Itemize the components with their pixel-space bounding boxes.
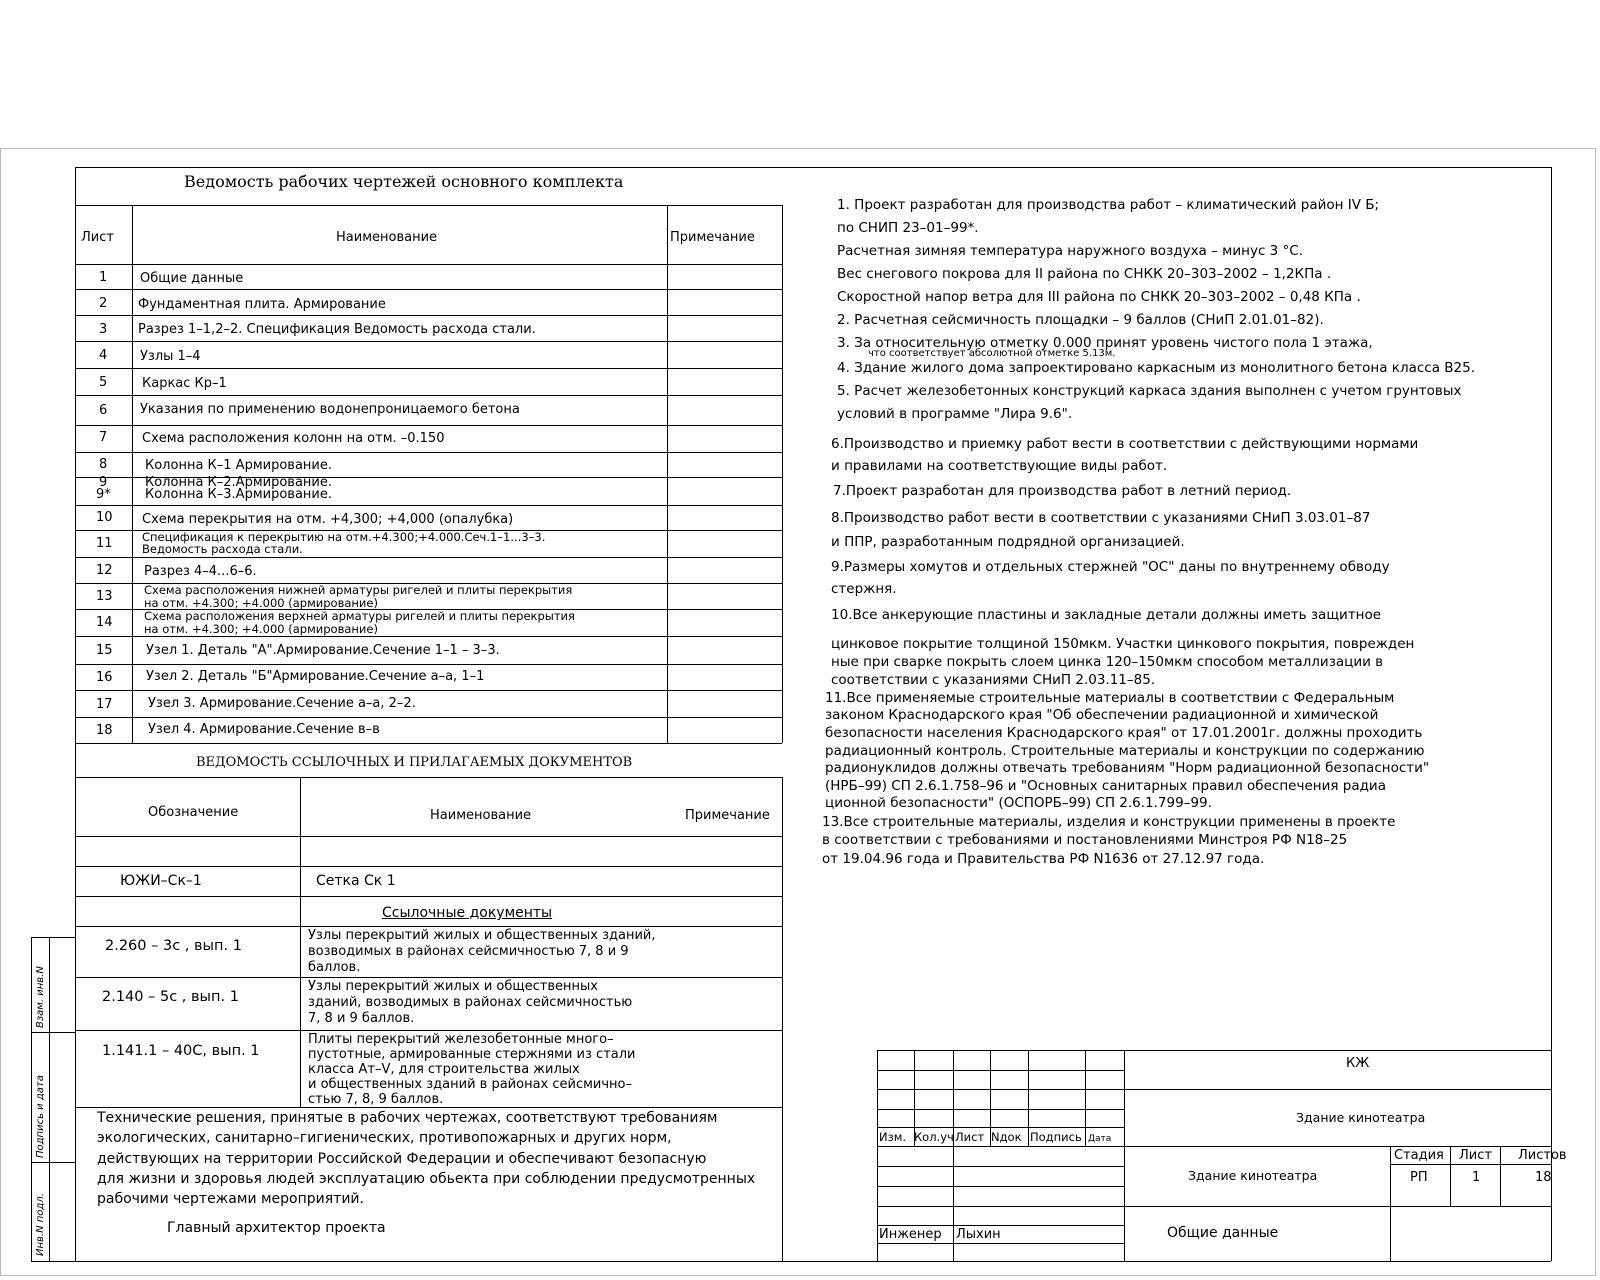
stamp-sheet: 1 (1472, 1170, 1481, 1185)
note-line: законом Краснодарского края "Об обеспечении радиационной и химической (825, 707, 1379, 723)
stamp-header-kol: Кол.уч (914, 1130, 954, 1144)
row-num: 3 (99, 322, 108, 337)
drawings-list-title: Ведомость рабочих чертежей основного комплекта (184, 172, 624, 191)
row-num: 1 (99, 270, 108, 285)
note-line: стержня. (831, 581, 897, 597)
row-name-cont: на отм. +4.300; +4.000 (армирование) (144, 622, 378, 636)
note-line: ные при сварке покрыть слоем цинка 120–150мкм способом металлизации в (831, 654, 1384, 670)
row-num: 17 (96, 697, 113, 712)
row-num: 9* (96, 487, 111, 502)
row-name: Спецификация к перекрытию на отм.+4.300;+4.000.Сеч.1–1...3–3. (142, 530, 546, 544)
ref-header-note: Примечание (685, 808, 770, 823)
row-name: Узел 3. Армирование.Сечение а–а, 2–2. (148, 696, 416, 711)
side-inv-replace: Взам. инв.N (35, 966, 46, 1028)
row-name: Каркас Кр–1 (142, 376, 227, 391)
row-num: 18 (96, 723, 113, 738)
ref-doc-line: Узлы перекрытий жилых и общественных (308, 979, 598, 994)
note-line: цинковое покрытие толщиной 150мкм. Участки цинкового покрытия, поврежден (831, 636, 1415, 652)
header-sheet: Лист (81, 230, 114, 245)
ref-doc-line: Узлы перекрытий жилых и общественных зданий, (308, 928, 656, 943)
note-line: (НРБ–99) СП 2.6.1.758–96 и "Основных санитарных правил обеспечения радиа (825, 778, 1386, 794)
chief-architect-label: Главный архитектор проекта (167, 1220, 386, 1236)
row-num: 12 (96, 563, 113, 578)
note-line: 13.Все строительные материалы, изделия и конструкции применены в проекте (822, 814, 1396, 830)
row-name: Схема перекрытия на отм. +4,300; +4,000 (опалубка) (142, 512, 514, 527)
stamp-building: Здание кинотеатра (1188, 1168, 1318, 1183)
ref-header-designation: Обозначение (148, 805, 239, 820)
row-num: 4 (99, 348, 108, 363)
ref-doc-line: и общественных зданий в районах сейсмично– (308, 1077, 632, 1092)
note-line: безопасности населения Краснодарского края" от 17.01.2001г. должны проходить (825, 725, 1423, 741)
ref-code: 2.140 – 5с , вып. 1 (102, 989, 239, 1005)
note-line: от 19.04.96 года и Правительства РФ N1636 от 27.12.97 года. (822, 851, 1265, 867)
note-line: условий в программе "Лира 9.6". (837, 406, 1073, 422)
note-line: 1. Проект разработан для производства работ – климатический район IV Б; (837, 197, 1380, 213)
header-note: Примечание (670, 230, 755, 245)
stamp-sheets-label: Листов (1518, 1148, 1567, 1163)
statement-line: действующих на территории Российской Федерации и обеспечивают безопасную (97, 1151, 707, 1167)
note-line: в соответствии с требованиями и постановлениями Минстроя РФ N18–25 (822, 832, 1348, 848)
stamp-header-ndok: Nдок (991, 1130, 1022, 1144)
row-name: Колонна К–3.Армирование. (145, 487, 332, 502)
stamp-role: Инженер (879, 1227, 942, 1242)
note-line: 3. За относительную отметку 0.000 принят уровень чистого пола 1 этажа, (837, 335, 1373, 351)
stamp-header-date: Дата (1088, 1134, 1112, 1144)
row-name: Общие данные (140, 271, 244, 286)
ref-section-label: Ссылочные документы (382, 905, 553, 921)
row-num: 11 (96, 536, 113, 551)
ref-code: 2.260 – 3с , вып. 1 (105, 938, 242, 954)
row-num: 7 (99, 430, 108, 445)
note-line: 4. Здание жилого дома запроектировано каркасным из монолитного бетона класса В25. (837, 360, 1475, 376)
row-name: Схема расположения нижней арматуры ригелей и плиты перекрытия (144, 583, 573, 597)
note-line: 2. Расчетная сейсмичность площадки – 9 баллов (СНиП 2.01.01–82). (837, 312, 1324, 328)
row-name-cont: на отм. +4.300; +4.000 (армирование) (144, 596, 378, 610)
row-num: 8 (99, 457, 108, 472)
note-line: 5. Расчет железобетонных конструкций каркаса здания выполнен с учетом грунтовых (837, 383, 1462, 399)
stamp-stage-label: Стадия (1394, 1148, 1444, 1163)
note-line: 11.Все применяемые строительные материалы в соответствии с Федеральным (825, 690, 1395, 706)
ref-code: ЮЖИ–Ск–1 (120, 873, 202, 889)
ref-doc-line: баллов. (308, 960, 361, 975)
ref-doc-line: Плиты перекрытий железобетонные много– (308, 1032, 614, 1047)
stamp-sheet-label: Лист (1459, 1148, 1492, 1163)
row-num: 14 (96, 615, 113, 630)
row-name: Схема расположения верхней арматуры ригелей и плиты перекрытия (144, 609, 575, 623)
stamp-object: Здание кинотеатра (1296, 1110, 1426, 1125)
note-line: Расчетная зимняя температура наружного воздуха – минус 3 °С. (837, 243, 1304, 259)
ref-doc-line: 7, 8 и 9 баллов. (308, 1011, 415, 1026)
note-line: ционной безопасности" (ОСПОРБ–99) СП 2.6.1.799–99. (825, 795, 1212, 811)
row-name: Разрез 1–1,2–2. Спецификация Ведомость расхода стали. (138, 322, 536, 337)
ref-code: 1.141.1 – 40С, вып. 1 (102, 1043, 260, 1059)
note-line: 8.Производство работ вести в соответствии с указаниями СНиП 3.03.01–87 (831, 510, 1371, 526)
note-line: 6.Производство и приемку работ вести в соответствии с действующими нормами (831, 436, 1419, 452)
note-line: соответствии с указаниями СНиП 2.03.11–85. (831, 672, 1156, 688)
row-num: 2 (99, 296, 108, 311)
statement-line: рабочими чертежами мероприятий. (97, 1191, 364, 1207)
ref-name: Сетка Ск 1 (316, 873, 396, 889)
row-name-cont: Ведомость расхода стали. (142, 542, 303, 556)
row-name: Узлы 1–4 (140, 349, 201, 364)
ref-doc-line: зданий, возводимых в районах сейсмичностью (308, 995, 633, 1010)
row-name: Фундаментная плита. Армирование (138, 297, 386, 312)
statement-line: Технические решения, принятые в рабочих чертежах, соответствуют требованиям (97, 1110, 718, 1126)
row-num: 15 (96, 643, 113, 658)
row-name: Узел 4. Армирование.Сечение в–в (148, 722, 380, 737)
row-name: Колонна К–1 Армирование. (145, 458, 332, 473)
row-num: 9 (99, 475, 108, 490)
ref-doc-line: пустотные, армированные стержнями из стали (308, 1047, 636, 1062)
ref-docs-title: ВЕДОМОСТЬ ССЫЛОЧНЫХ И ПРИЛАГАЕМЫХ ДОКУМЕНТОВ (196, 755, 633, 770)
ref-doc-line: возводимых в районах сейсмичностью 7, 8 и 9 (308, 944, 629, 959)
note-line: 10.Все анкерующие пластины и закладные детали должны иметь защитное (831, 607, 1382, 623)
stamp-header-list: Лист (955, 1130, 985, 1144)
row-num: 10 (96, 510, 113, 525)
row-name: Узел 1. Деталь "А".Армирование.Сечение 1–1 – 3–3. (146, 643, 500, 658)
stamp-code: КЖ (1346, 1056, 1370, 1071)
row-num: 16 (96, 670, 113, 685)
row-num: 13 (96, 589, 113, 604)
note-line: по СНИП 23–01–99*. (837, 220, 979, 236)
row-name: Разрез 4–4...6–6. (144, 564, 257, 579)
stamp-sheets: 18 (1535, 1170, 1552, 1185)
side-inv-orig: Инв.N подл. (35, 1193, 46, 1256)
ref-doc-line: класса Ат–V, для строительства жилых (308, 1062, 580, 1077)
statement-line: для жизни и здоровья людей эксплуатацию обьекта при соблюдении предусмотренных (97, 1171, 756, 1187)
row-name: Колонна К–2.Армирование. (145, 475, 332, 490)
ref-header-name: Наименование (430, 808, 532, 823)
stamp-header-sign: Подпись (1030, 1130, 1082, 1144)
stamp-stage: РП (1410, 1170, 1428, 1185)
ref-doc-line: стью 7, 8, 9 баллов. (308, 1092, 444, 1107)
side-sign-date: Подпись и дата (35, 1075, 46, 1158)
note-line: и правилами на соответствующие виды работ. (831, 458, 1168, 474)
note-line: что соответствует абсолютной отметке 5.13м. (868, 348, 1116, 359)
note-line: радионуклидов должны отвечать требованиям "Норм радиационной безопасности" (825, 760, 1430, 776)
row-num: 5 (99, 375, 108, 390)
row-name: Схема расположения колонн на отм. –0.150 (142, 431, 445, 446)
note-line: радиационный контроль. Строительные материалы и конструкции по содержанию (825, 743, 1425, 759)
note-line: Вес снегового покрова для II района по СНКК 20–303–2002 – 1,2КПа . (837, 266, 1332, 282)
header-name: Наименование (336, 230, 438, 245)
stamp-person: Лыхин (956, 1227, 1001, 1242)
note-line: 7.Проект разработан для производства работ в летний период. (833, 483, 1292, 499)
note-line: Скоростной напор ветра для III района по СНКК 20–303–2002 – 0,48 КПа . (837, 289, 1361, 305)
stamp-sheet-name: Общие данные (1167, 1225, 1279, 1241)
row-num: 6 (99, 403, 108, 418)
stamp-header-izm: Изм. (879, 1130, 907, 1144)
row-name: Указания по применению водонепроницаемого бетона (140, 402, 520, 417)
row-name: Узел 2. Деталь "Б"Армирование.Сечение а–а, 1–1 (146, 669, 485, 684)
note-line: 9.Размеры хомутов и отдельных стержней "ОС" даны по внутреннему обводу (831, 559, 1390, 575)
note-line: и ППР, разработанным подрядной организацией. (831, 534, 1185, 550)
statement-line: экологических, санитарно–гигиенических, противопожарных и других норм, (97, 1130, 672, 1146)
